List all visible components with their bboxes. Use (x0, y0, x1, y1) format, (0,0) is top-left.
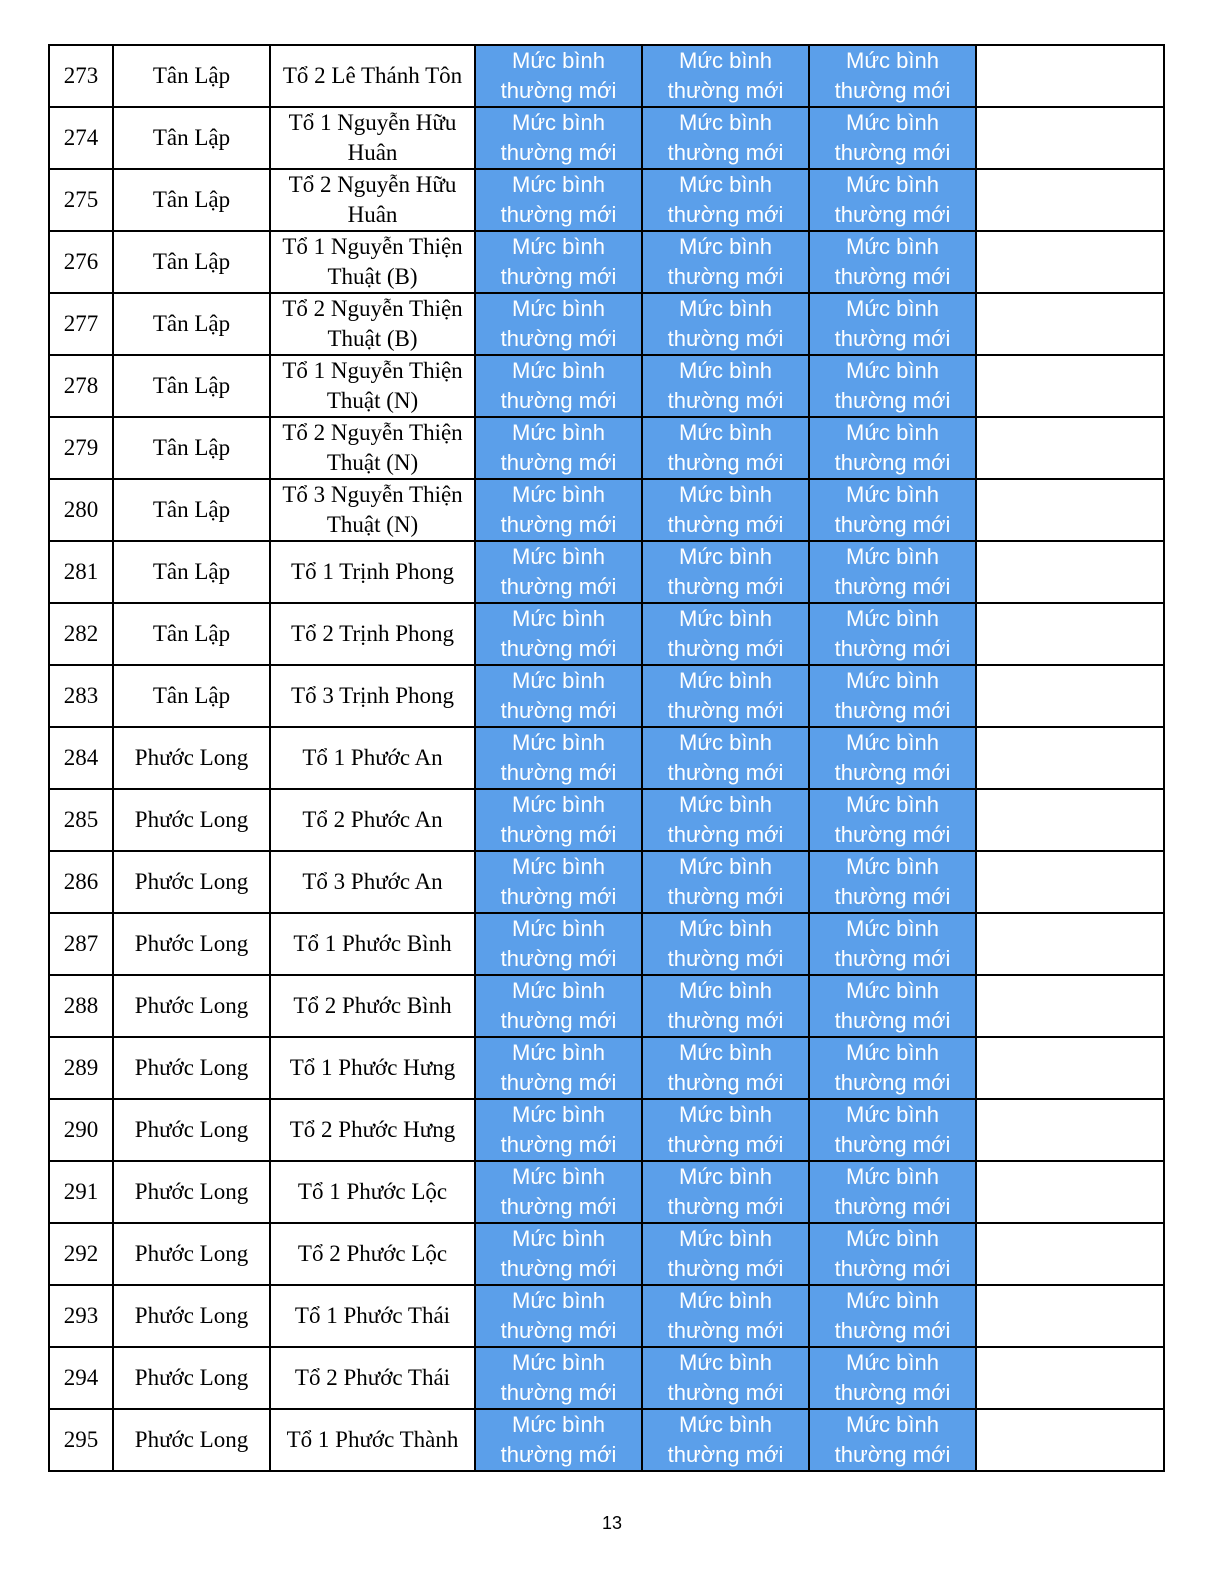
row-number-cell: 278 (49, 355, 113, 417)
row-number-cell: 284 (49, 727, 113, 789)
row-number-cell: 282 (49, 603, 113, 665)
note-cell (976, 1037, 1164, 1099)
row-number-cell: 277 (49, 293, 113, 355)
level-cell: Mức bình thường mới (642, 479, 809, 541)
row-number-cell: 281 (49, 541, 113, 603)
table-row (49, 169, 1164, 231)
ward-cell: Tân Lập (113, 541, 270, 603)
level-cell: Mức bình thường mới (809, 107, 976, 169)
ward-cell: Tân Lập (113, 417, 270, 479)
table-row (49, 355, 1164, 417)
level-cell: Mức bình thường mới (642, 665, 809, 727)
row-number-cell: 290 (49, 1099, 113, 1161)
row-number-cell: 276 (49, 231, 113, 293)
note-cell (976, 45, 1164, 107)
residential-group-cell: Tổ 2 Phước An (270, 789, 475, 851)
note-cell (976, 293, 1164, 355)
row-number-cell: 275 (49, 169, 113, 231)
ward-cell: Phước Long (113, 851, 270, 913)
note-cell (976, 1285, 1164, 1347)
residential-group-cell: Tổ 3 Trịnh Phong (270, 665, 475, 727)
level-cell: Mức bình thường mới (475, 851, 642, 913)
residential-group-cell: Tổ 2 Trịnh Phong (270, 603, 475, 665)
table-row (49, 1037, 1164, 1099)
level-cell: Mức bình thường mới (642, 1099, 809, 1161)
ward-cell: Tân Lập (113, 355, 270, 417)
note-cell (976, 1099, 1164, 1161)
residential-group-cell: Tổ 3 Nguyễn Thiện Thuật (N) (270, 479, 475, 541)
table-row (49, 1347, 1164, 1409)
level-cell: Mức bình thường mới (475, 169, 642, 231)
level-cell: Mức bình thường mới (475, 355, 642, 417)
table-row (49, 1223, 1164, 1285)
row-number-cell: 285 (49, 789, 113, 851)
row-number-cell: 279 (49, 417, 113, 479)
ward-cell: Phước Long (113, 1161, 270, 1223)
row-number-cell: 280 (49, 479, 113, 541)
ward-cell: Phước Long (113, 913, 270, 975)
level-cell: Mức bình thường mới (642, 1347, 809, 1409)
ward-cell: Tân Lập (113, 107, 270, 169)
level-cell: Mức bình thường mới (642, 851, 809, 913)
level-cell: Mức bình thường mới (475, 541, 642, 603)
residential-group-cell: Tổ 1 Phước Lộc (270, 1161, 475, 1223)
note-cell (976, 417, 1164, 479)
level-cell: Mức bình thường mới (642, 231, 809, 293)
residential-group-cell: Tổ 1 Phước Bình (270, 913, 475, 975)
level-cell: Mức bình thường mới (475, 727, 642, 789)
ward-cell: Phước Long (113, 1409, 270, 1471)
residential-group-cell: Tổ 2 Phước Thái (270, 1347, 475, 1409)
level-cell: Mức bình thường mới (809, 417, 976, 479)
note-cell (976, 1347, 1164, 1409)
level-cell: Mức bình thường mới (642, 541, 809, 603)
level-cell: Mức bình thường mới (809, 851, 976, 913)
note-cell (976, 479, 1164, 541)
note-cell (976, 851, 1164, 913)
level-cell: Mức bình thường mới (642, 727, 809, 789)
level-cell: Mức bình thường mới (809, 1099, 976, 1161)
level-cell: Mức bình thường mới (642, 975, 809, 1037)
ward-cell: Tân Lập (113, 479, 270, 541)
ward-cell: Tân Lập (113, 169, 270, 231)
level-cell: Mức bình thường mới (809, 231, 976, 293)
level-cell: Mức bình thường mới (475, 603, 642, 665)
level-cell: Mức bình thường mới (475, 1223, 642, 1285)
level-cell: Mức bình thường mới (809, 479, 976, 541)
level-cell: Mức bình thường mới (809, 541, 976, 603)
level-cell: Mức bình thường mới (642, 107, 809, 169)
row-number-cell: 283 (49, 665, 113, 727)
level-cell: Mức bình thường mới (475, 1037, 642, 1099)
residential-group-cell: Tổ 2 Phước Bình (270, 975, 475, 1037)
level-cell: Mức bình thường mới (475, 479, 642, 541)
level-cell: Mức bình thường mới (809, 1161, 976, 1223)
ward-cell: Phước Long (113, 1099, 270, 1161)
level-cell: Mức bình thường mới (642, 293, 809, 355)
level-cell: Mức bình thường mới (809, 913, 976, 975)
row-number-cell: 292 (49, 1223, 113, 1285)
level-cell: Mức bình thường mới (475, 1347, 642, 1409)
table-row (49, 789, 1164, 851)
level-cell: Mức bình thường mới (642, 1285, 809, 1347)
note-cell (976, 975, 1164, 1037)
table-row (49, 293, 1164, 355)
level-cell: Mức bình thường mới (809, 1347, 976, 1409)
level-cell: Mức bình thường mới (809, 1037, 976, 1099)
page-number: 13 (601, 1513, 623, 1533)
level-cell: Mức bình thường mới (642, 1161, 809, 1223)
table-row (49, 231, 1164, 293)
row-number-cell: 286 (49, 851, 113, 913)
note-cell (976, 169, 1164, 231)
level-cell: Mức bình thường mới (642, 1223, 809, 1285)
table-row (49, 417, 1164, 479)
row-number-cell: 288 (49, 975, 113, 1037)
table-row (49, 665, 1164, 727)
level-cell: Mức bình thường mới (475, 107, 642, 169)
ward-cell: Phước Long (113, 975, 270, 1037)
ward-cell: Phước Long (113, 1223, 270, 1285)
residential-group-cell: Tổ 1 Phước Thành (270, 1409, 475, 1471)
table-row (49, 45, 1164, 107)
level-cell: Mức bình thường mới (475, 1409, 642, 1471)
level-cell: Mức bình thường mới (809, 1409, 976, 1471)
row-number-cell: 274 (49, 107, 113, 169)
level-cell: Mức bình thường mới (809, 169, 976, 231)
row-number-cell: 293 (49, 1285, 113, 1347)
note-cell (976, 355, 1164, 417)
residential-group-cell: Tổ 2 Nguyễn Hữu Huân (270, 169, 475, 231)
residential-group-cell: Tổ 1 Phước Hưng (270, 1037, 475, 1099)
level-cell: Mức bình thường mới (475, 45, 642, 107)
row-number-cell: 294 (49, 1347, 113, 1409)
level-cell: Mức bình thường mới (475, 975, 642, 1037)
level-cell: Mức bình thường mới (642, 169, 809, 231)
level-cell: Mức bình thường mới (809, 355, 976, 417)
ward-cell: Tân Lập (113, 603, 270, 665)
note-cell (976, 789, 1164, 851)
residential-group-cell: Tổ 2 Phước Lộc (270, 1223, 475, 1285)
row-number-cell: 295 (49, 1409, 113, 1471)
note-cell (976, 603, 1164, 665)
ward-cell: Tân Lập (113, 231, 270, 293)
residential-group-cell: Tổ 1 Nguyễn Hữu Huân (270, 107, 475, 169)
residential-group-cell: Tổ 1 Nguyễn Thiện Thuật (N) (270, 355, 475, 417)
table-row (49, 851, 1164, 913)
note-cell (976, 1161, 1164, 1223)
table-row (49, 541, 1164, 603)
level-cell: Mức bình thường mới (475, 913, 642, 975)
level-cell: Mức bình thường mới (475, 1285, 642, 1347)
level-cell: Mức bình thường mới (475, 665, 642, 727)
level-cell: Mức bình thường mới (809, 665, 976, 727)
level-cell: Mức bình thường mới (809, 975, 976, 1037)
row-number-cell: 287 (49, 913, 113, 975)
table-row (49, 975, 1164, 1037)
level-cell: Mức bình thường mới (475, 293, 642, 355)
level-cell: Mức bình thường mới (475, 231, 642, 293)
level-cell: Mức bình thường mới (642, 603, 809, 665)
residential-group-cell: Tổ 1 Nguyễn Thiện Thuật (B) (270, 231, 475, 293)
level-cell: Mức bình thường mới (809, 603, 976, 665)
table-row (49, 1285, 1164, 1347)
ward-cell: Tân Lập (113, 45, 270, 107)
table-row (49, 107, 1164, 169)
table-row (49, 727, 1164, 789)
ward-cell: Phước Long (113, 727, 270, 789)
level-cell: Mức bình thường mới (809, 1223, 976, 1285)
level-cell: Mức bình thường mới (809, 45, 976, 107)
level-cell: Mức bình thường mới (475, 417, 642, 479)
note-cell (976, 1223, 1164, 1285)
note-cell (976, 727, 1164, 789)
covid-level-table (48, 44, 1165, 1472)
level-cell: Mức bình thường mới (475, 1099, 642, 1161)
residential-group-cell: Tổ 1 Phước Thái (270, 1285, 475, 1347)
note-cell (976, 665, 1164, 727)
level-cell: Mức bình thường mới (642, 1409, 809, 1471)
level-cell: Mức bình thường mới (809, 789, 976, 851)
residential-group-cell: Tổ 1 Phước An (270, 727, 475, 789)
ward-cell: Tân Lập (113, 665, 270, 727)
level-cell: Mức bình thường mới (642, 417, 809, 479)
level-cell: Mức bình thường mới (809, 727, 976, 789)
residential-group-cell: Tổ 1 Trịnh Phong (270, 541, 475, 603)
note-cell (976, 231, 1164, 293)
ward-cell: Tân Lập (113, 293, 270, 355)
table-row (49, 913, 1164, 975)
level-cell: Mức bình thường mới (475, 1161, 642, 1223)
ward-cell: Phước Long (113, 1037, 270, 1099)
level-cell: Mức bình thường mới (642, 45, 809, 107)
note-cell (976, 107, 1164, 169)
ward-cell: Phước Long (113, 789, 270, 851)
level-cell: Mức bình thường mới (642, 913, 809, 975)
row-number-cell: 273 (49, 45, 113, 107)
note-cell (976, 1409, 1164, 1471)
level-cell: Mức bình thường mới (809, 293, 976, 355)
ward-cell: Phước Long (113, 1285, 270, 1347)
table-row (49, 1161, 1164, 1223)
residential-group-cell: Tổ 2 Lê Thánh Tôn (270, 45, 475, 107)
level-cell: Mức bình thường mới (809, 1285, 976, 1347)
table-row (49, 479, 1164, 541)
row-number-cell: 289 (49, 1037, 113, 1099)
ward-cell: Phước Long (113, 1347, 270, 1409)
level-cell: Mức bình thường mới (642, 789, 809, 851)
level-cell: Mức bình thường mới (642, 355, 809, 417)
level-cell: Mức bình thường mới (475, 789, 642, 851)
table-row (49, 1099, 1164, 1161)
residential-group-cell: Tổ 3 Phước An (270, 851, 475, 913)
table-row (49, 1409, 1164, 1471)
residential-group-cell: Tổ 2 Nguyễn Thiện Thuật (B) (270, 293, 475, 355)
level-cell: Mức bình thường mới (642, 1037, 809, 1099)
table-row (49, 603, 1164, 665)
note-cell (976, 541, 1164, 603)
row-number-cell: 291 (49, 1161, 113, 1223)
residential-group-cell: Tổ 2 Phước Hưng (270, 1099, 475, 1161)
residential-group-cell: Tổ 2 Nguyễn Thiện Thuật (N) (270, 417, 475, 479)
note-cell (976, 913, 1164, 975)
table-body (49, 45, 1164, 1471)
